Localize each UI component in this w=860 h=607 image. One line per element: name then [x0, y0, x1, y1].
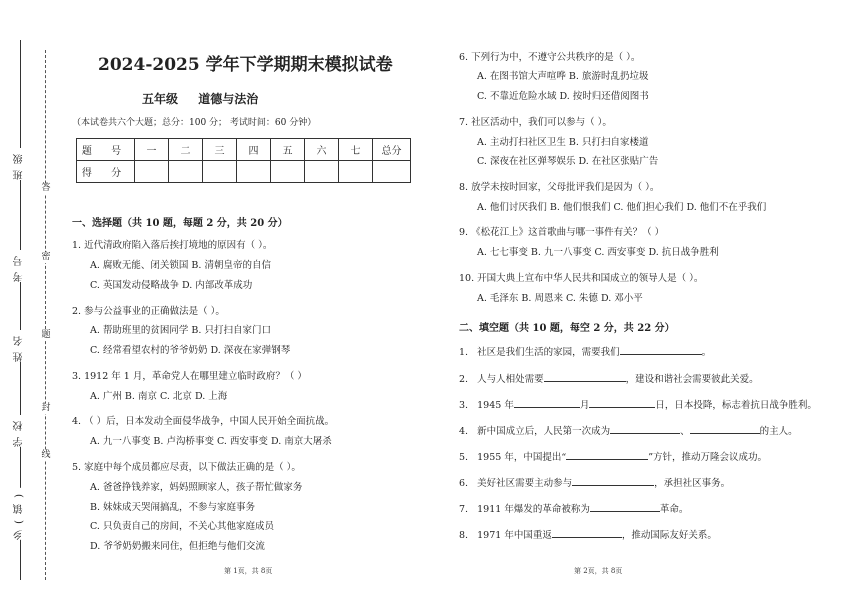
fill-item	[459, 398, 817, 412]
score-table-header-row	[77, 139, 411, 161]
fill-item	[459, 345, 711, 359]
fill-item-number: 3.	[459, 400, 469, 411]
question-option: C. 英国发动侵略战争 D. 内部改革成功	[90, 280, 253, 291]
answer-blank[interactable]	[610, 424, 680, 434]
fill-item-text: 社区是我们生活的家园，需要我们	[477, 347, 620, 358]
fill-item-text: ”方针，推动万隆会议成功。	[648, 452, 768, 463]
score-cell[interactable]	[203, 161, 237, 183]
binding-label-name: 姓名	[14, 330, 25, 362]
seal-dashed-line	[45, 50, 46, 580]
answer-blank[interactable]	[690, 424, 760, 434]
answer-blank[interactable]	[552, 528, 622, 538]
question-option: C. 经常看望农村的爷爷奶奶 D. 深夜在家弹钢琴	[90, 345, 291, 356]
question-option: D. 爷爷奶奶搬来同住，但拒绝与他们交流	[90, 541, 265, 552]
question-option: C. 不靠近危险水域 D. 按时归还借阅图书	[477, 91, 649, 102]
question-option: A. 帮助班里的贫困同学 B. 只打扫自家门口	[90, 325, 271, 336]
score-cell-header: 五	[271, 139, 305, 161]
fill-item	[459, 528, 717, 542]
seal-word: 线	[41, 450, 51, 460]
score-cell[interactable]	[169, 161, 203, 183]
question-stem: 3. 1912 年 1 月，革命党人在哪里建立临时政府？（ ）	[72, 371, 307, 382]
fill-item-text: 1911 年爆发的革命被称为	[477, 504, 590, 515]
answer-blank[interactable]	[572, 476, 654, 486]
fill-item-text: 。	[701, 347, 712, 358]
score-cell-header: 七	[339, 139, 373, 161]
question-option: A. 七七事变 B. 九一八事变 C. 西安事变 D. 抗日战争胜利	[477, 247, 719, 258]
seal-word: 题	[41, 330, 51, 340]
fill-item-number: 8.	[459, 530, 469, 541]
score-row-label: 得 分	[77, 161, 135, 183]
score-table	[76, 138, 411, 183]
score-cell-header: 三	[203, 139, 237, 161]
score-cell-header: 四	[237, 139, 271, 161]
binding-label-exam-number: 考号	[14, 250, 25, 282]
question-option: A. 腐败无能、闭关锁国 B. 清朝皇帝的自信	[90, 260, 271, 271]
fill-item-text: 1945 年	[477, 400, 514, 411]
score-cell[interactable]	[339, 161, 373, 183]
score-cell[interactable]	[305, 161, 339, 183]
question-stem: 9. 《松花江上》这首歌曲与哪一事件有关？（ ）	[459, 227, 665, 238]
exam-title: 2024-2025 学年下学期期末模拟试卷	[98, 55, 393, 75]
question-stem: 4. （ ）后，日本发动全面侵华战争，中国人民开始全面抗战。	[72, 416, 335, 427]
answer-blank[interactable]	[544, 372, 626, 382]
fill-item	[459, 372, 759, 386]
score-cell-header: 总分	[373, 139, 411, 161]
score-cell[interactable]	[135, 161, 169, 183]
question-stem: 8. 放学未按时回家，父母批评我们是因为（ ）。	[459, 182, 660, 193]
question-option: C. 只负责自己的房间，不关心其他家庭成员	[90, 521, 274, 532]
fill-item-text: 的主人。	[759, 426, 798, 437]
section-heading-choice: 一、选择题（共 10 题，每题 2 分，共 20 分）	[72, 218, 288, 229]
score-cell-header: 一	[135, 139, 169, 161]
binding-label-township: 乡(镇)	[14, 488, 25, 540]
page-footer-right: 第 2页，共 8页	[574, 567, 623, 575]
fill-item-text: 月	[579, 400, 590, 411]
question-stem: 5. 家庭中每个成员都应尽责，以下做法正确的是（ ）。	[72, 462, 301, 473]
fill-item-number: 4.	[459, 426, 469, 437]
fill-item-text: 人与人相处需要	[477, 374, 544, 385]
grade-label: 五年级	[142, 92, 179, 106]
fill-item-number: 5.	[459, 452, 469, 463]
answer-blank[interactable]	[620, 345, 702, 355]
section-heading-fill: 二、填空题（共 10 题，每空 2 分，共 22 分）	[459, 323, 675, 334]
seal-word: 答	[41, 183, 51, 193]
score-cell[interactable]	[271, 161, 305, 183]
fill-item-number: 2.	[459, 374, 469, 385]
subject-label: 道德与法治	[198, 92, 259, 106]
exam-subtitle	[142, 90, 258, 107]
fill-item-text: 美好社区需要主动参与	[477, 478, 573, 489]
answer-blank[interactable]	[589, 398, 655, 408]
question-stem: 6. 下列行为中，不遵守公共秩序的是（ ）。	[459, 52, 641, 63]
question-option: B. 妹妹成天哭闹搞乱，不参与家庭事务	[90, 502, 256, 513]
score-cell[interactable]	[237, 161, 271, 183]
answer-blank[interactable]	[590, 502, 660, 512]
fill-item-number: 6.	[459, 478, 469, 489]
question-stem: 2. 参与公益事业的正确做法是（ ）。	[72, 306, 225, 317]
question-stem: 10. 开国大典上宣布中华人民共和国成立的领导人是（ ）。	[459, 273, 704, 284]
fill-item-text: 日，日本投降，标志着抗日战争胜利。	[655, 400, 817, 411]
score-cell[interactable]	[373, 161, 411, 183]
fill-item-number: 7.	[459, 504, 469, 515]
fill-item-text: ，承担社区事务。	[654, 478, 731, 489]
fill-item-text: 、	[680, 426, 690, 437]
fill-item-text: 新中国成立后，人民第一次成为	[477, 426, 611, 437]
score-cell-header: 题 号	[77, 139, 135, 161]
page-footer-left: 第 1页，共 8页	[224, 567, 273, 575]
seal-word: 封	[41, 403, 51, 413]
answer-blank[interactable]	[514, 398, 580, 408]
fill-item	[459, 502, 688, 516]
seal-word: 密	[41, 252, 51, 262]
binding-label-class: 班级	[14, 148, 25, 180]
question-option: C. 深夜在社区弹琴娱乐 D. 在社区张贴广告	[477, 156, 659, 167]
question-option: A. 毛泽东 B. 周恩来 C. 朱德 D. 邓小平	[477, 293, 643, 304]
score-table-score-row	[77, 161, 411, 183]
fill-item-text: ，推动国际友好关系。	[621, 530, 717, 541]
question-option: A. 在图书馆大声喧哗 B. 旅游时乱扔垃圾	[477, 71, 649, 82]
binding-label-school: 学校	[14, 415, 25, 447]
question-option: A. 九一八事变 B. 卢沟桥事变 C. 西安事变 D. 南京大屠杀	[90, 436, 332, 447]
question-option: A. 他们讨厌我们 B. 他们恨我们 C. 他们担心我们 D. 他们不在乎我们	[477, 202, 767, 213]
question-stem: 7. 社区活动中，我们可以参与（ ）。	[459, 117, 612, 128]
question-option: A. 爸爸挣钱养家，妈妈照顾家人，孩子帮忙做家务	[90, 482, 303, 493]
fill-item-text: ，建设和谐社会需要彼此关爱。	[625, 374, 759, 385]
fill-item	[459, 450, 767, 464]
fill-item-number: 1.	[459, 347, 469, 358]
score-cell-header: 六	[305, 139, 339, 161]
score-cell-header: 二	[169, 139, 203, 161]
fill-item	[459, 424, 798, 438]
fill-item-text: 1971 年中国重返	[477, 530, 552, 541]
question-stem: 1. 近代清政府陷入落后挨打境地的原因有（ ）。	[72, 240, 273, 251]
fill-item	[459, 476, 730, 490]
fill-item-text: 革命。	[659, 504, 689, 515]
exam-note: （本试卷共六个大题；总分：100 分； 考试时间：60 分钟）	[72, 118, 317, 128]
binding-margin	[0, 0, 60, 607]
question-option: A. 主动打扫社区卫生 B. 只打扫自家楼道	[477, 137, 649, 148]
fill-item-text: 1955 年，中国提出“	[477, 452, 567, 463]
question-option: A. 广州 B. 南京 C. 北京 D. 上海	[90, 391, 228, 402]
answer-blank[interactable]	[566, 450, 648, 460]
